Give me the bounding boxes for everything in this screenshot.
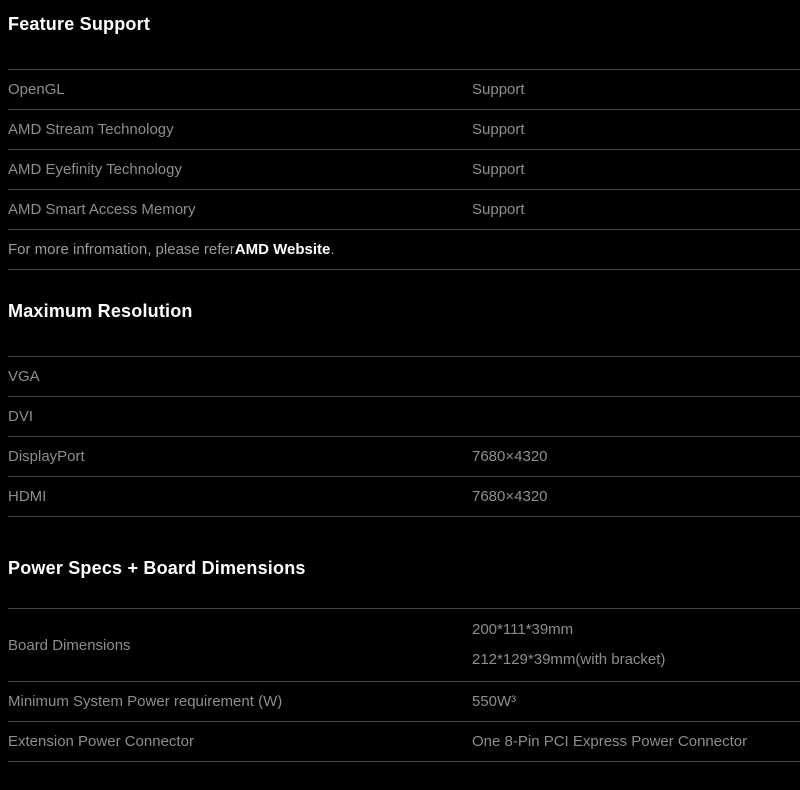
spec-value: 7680×4320	[472, 448, 548, 465]
board-dimensions-line-2: 212*129*39mm(with bracket)	[472, 651, 666, 668]
section-power-specs-board-dimensions	[0, 557, 800, 762]
spec-value: Support	[472, 121, 525, 138]
spec-value: 7680×4320	[472, 488, 548, 505]
table-row	[8, 110, 800, 150]
spec-label: DisplayPort	[8, 448, 85, 465]
table-row	[8, 190, 800, 230]
feature-support-table	[8, 69, 800, 270]
spec-value: Support	[472, 81, 525, 98]
power-specs-table	[8, 608, 800, 762]
table-row	[8, 150, 800, 190]
spec-label: OpenGL	[8, 81, 65, 98]
section-feature-support	[0, 0, 800, 270]
table-row	[8, 722, 800, 762]
spec-label: DVI	[8, 408, 34, 425]
section-title-power-specs: Power Specs + Board Dimensions	[8, 558, 306, 578]
section-title-maximum-resolution: Maximum Resolution	[8, 301, 193, 321]
spec-label: AMD Stream Technology	[8, 121, 174, 138]
spec-value: One 8-Pin PCI Express Power Connector	[472, 733, 748, 750]
info-note-row	[8, 230, 800, 270]
table-row-board-dimensions	[8, 609, 800, 682]
spec-label: VGA	[8, 368, 40, 385]
spec-value: Support	[472, 161, 525, 178]
spec-label: AMD Eyefinity Technology	[8, 161, 182, 178]
maximum-resolution-table	[8, 356, 800, 517]
spec-label: Board Dimensions	[8, 636, 131, 654]
spec-value-multiline	[472, 609, 800, 681]
spec-label: Extension Power Connector	[8, 733, 194, 750]
spec-label: HDMI	[8, 488, 47, 505]
spec-label: Minimum System Power requirement (W)	[8, 693, 283, 710]
note-text-prefix: For more infromation, please refer	[8, 241, 235, 258]
table-row	[8, 397, 800, 437]
section-title-feature-support: Feature Support	[8, 14, 151, 34]
note-text-suffix: .	[330, 241, 335, 258]
spec-label: AMD Smart Access Memory	[8, 201, 196, 218]
spec-value: 550W³	[472, 693, 517, 710]
table-row	[8, 70, 800, 110]
table-row	[8, 357, 800, 397]
spec-value: Support	[472, 201, 525, 218]
table-row	[8, 682, 800, 722]
section-maximum-resolution	[0, 300, 800, 517]
table-row	[8, 477, 800, 517]
amd-website-link[interactable]: AMD Website	[234, 241, 331, 258]
table-row	[8, 437, 800, 477]
board-dimensions-line-1: 200*111*39mm	[472, 621, 574, 638]
